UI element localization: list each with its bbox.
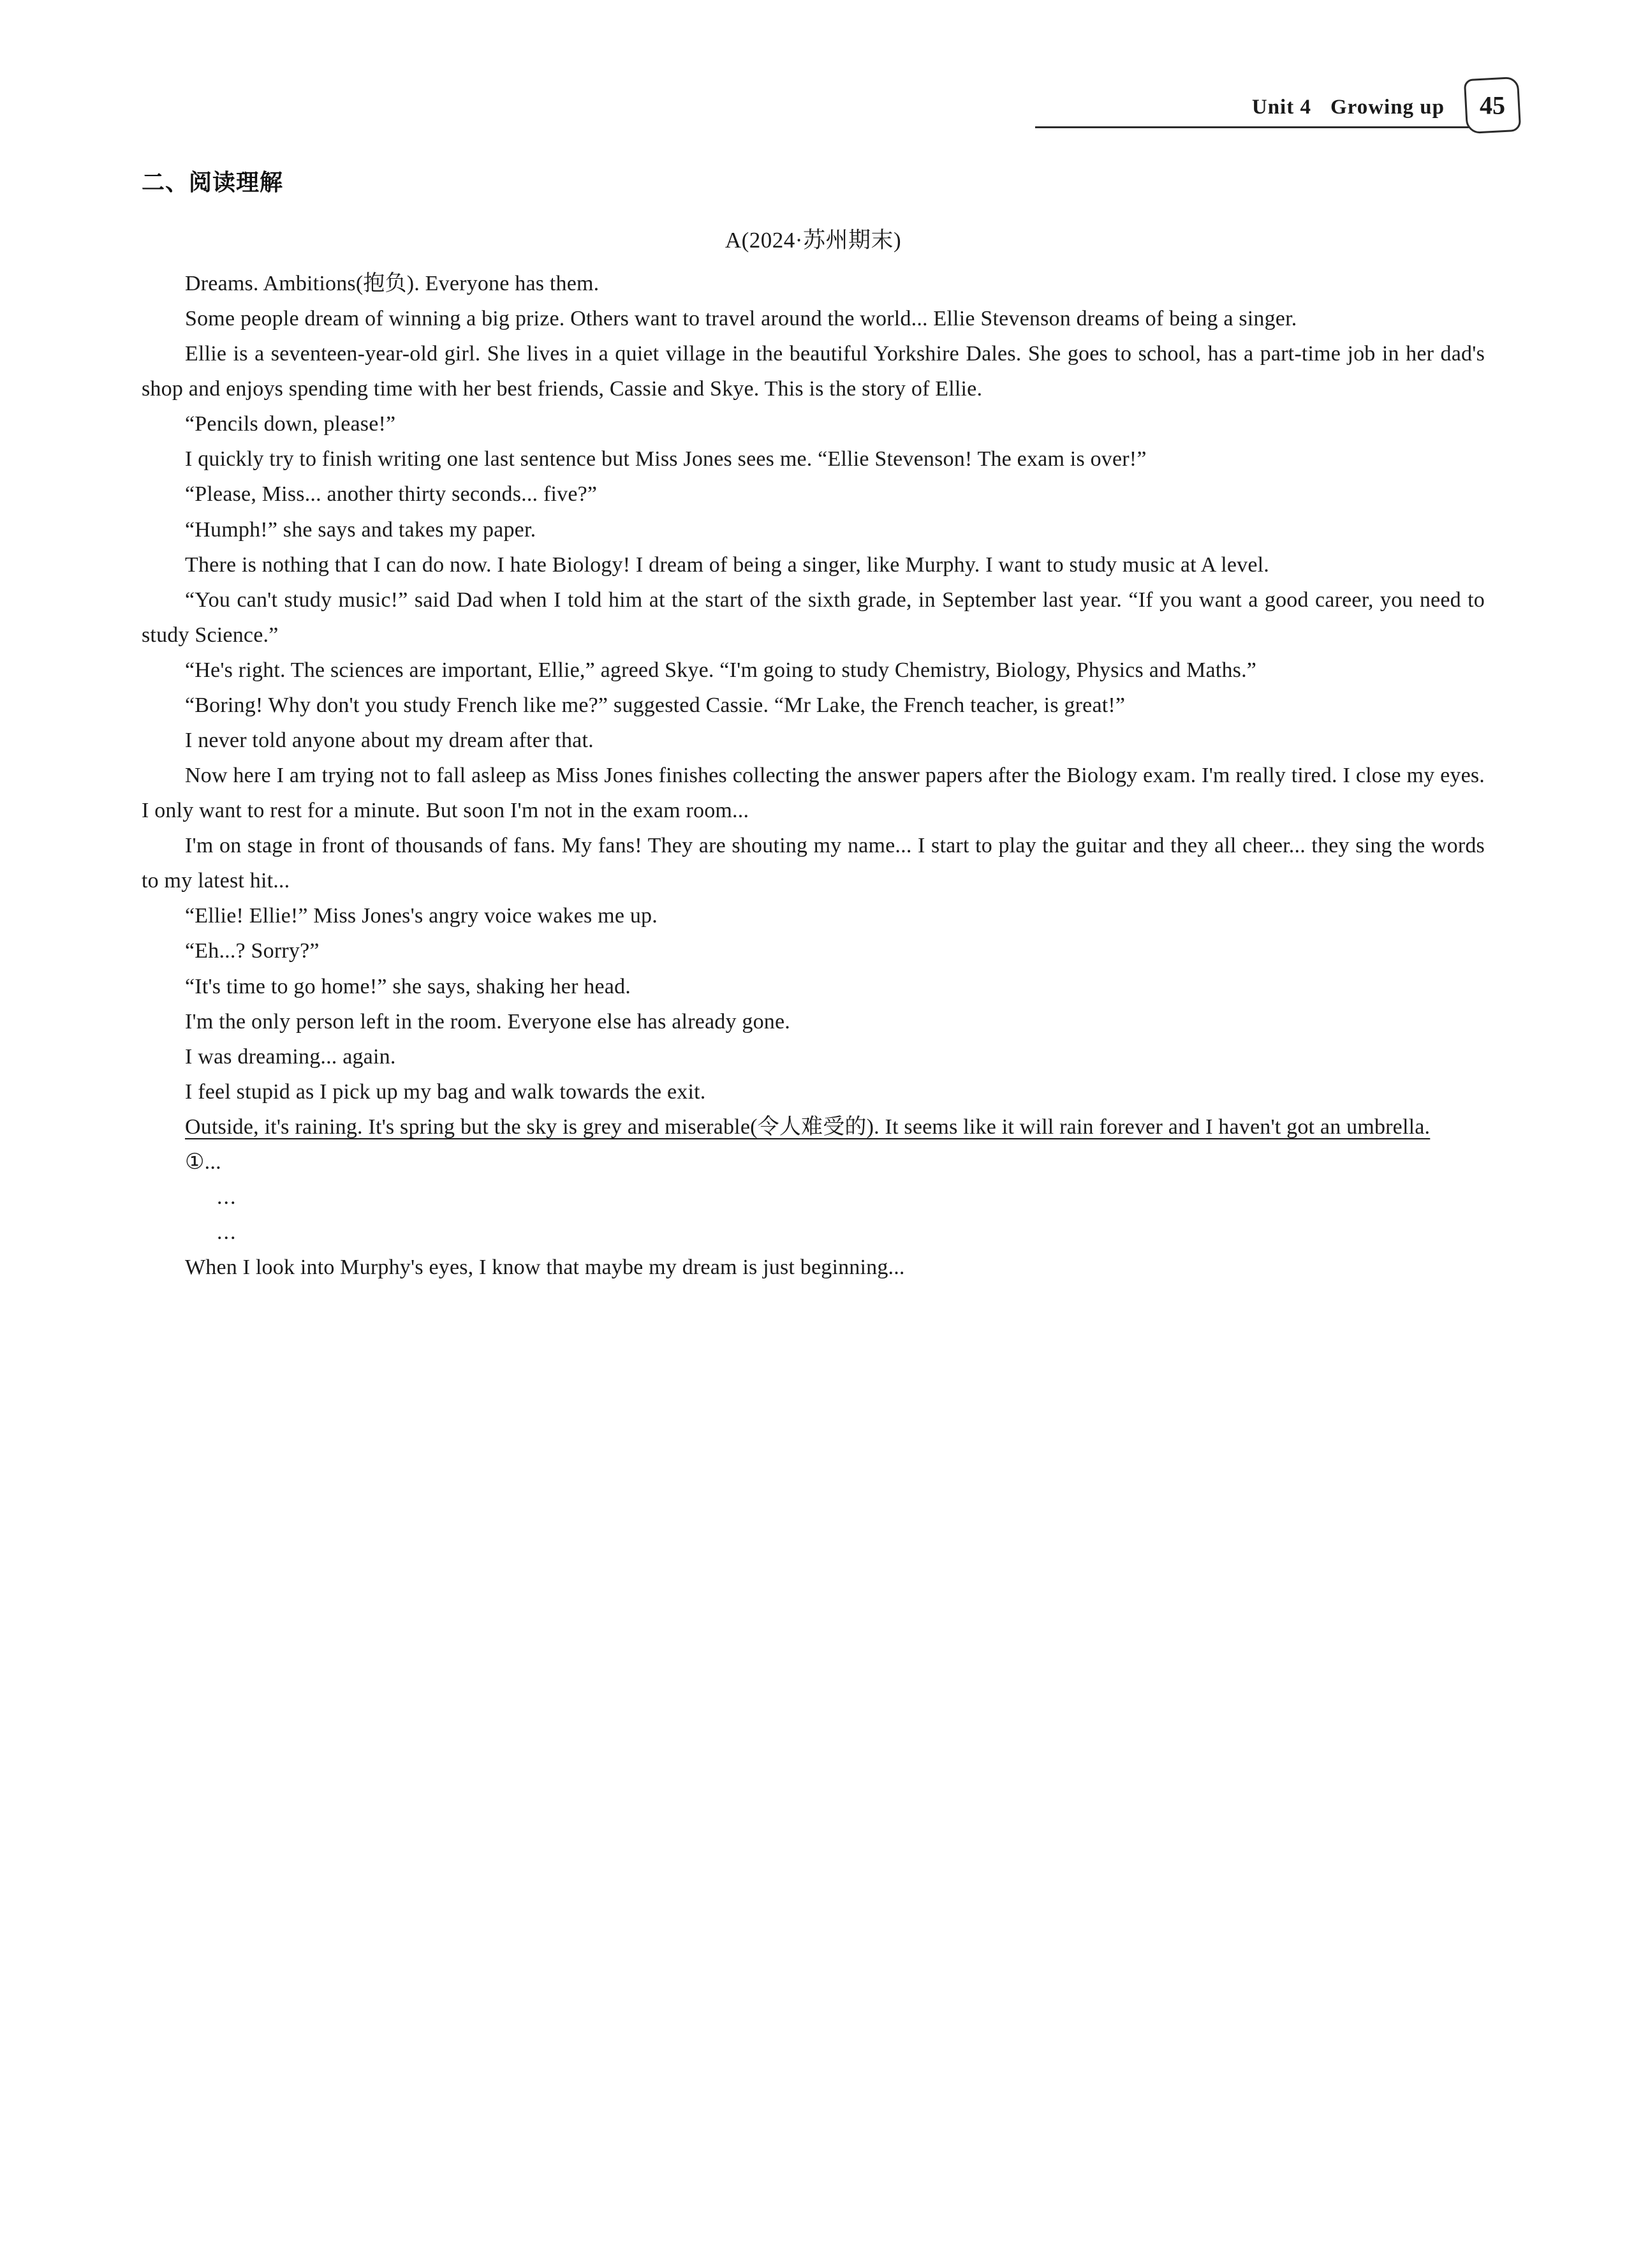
paragraph: “He's right. The sciences are important, Ellie,” agreed Skye. “I'm going to study Chemistry, Biology, Physics and Maths.” — [185, 658, 1257, 682]
paragraph: “Humph!” she says and takes my paper. — [185, 517, 536, 542]
paragraph: I never told anyone about my dream after that. — [185, 729, 594, 753]
paragraph: “Ellie! Ellie!” Miss Jones's angry voice wakes me up. — [185, 904, 658, 928]
running-head-unit: Unit 4 — [1251, 96, 1311, 119]
page-header — [1035, 91, 1520, 153]
paragraph: “Pencils down, please!” — [185, 412, 396, 436]
paragraph: “Eh...? Sorry?” — [185, 939, 320, 963]
paragraph: “You can't study music!” said Dad when I told him at the start of the sixth grade, in September last year. “If you want a good career, you need to study Science.” — [142, 588, 1485, 647]
paragraph: Ellie is a seventeen-year-old girl. She lives in a quiet village in the beautiful Yorkshire Dales. She goes to school, has a part-time job in her dad's shop and enjoys spending time with her best friends, Cassie and Skye. This is the story of Ellie. — [142, 342, 1485, 401]
paragraph: I feel stupid as I pick up my bag and walk towards the exit. — [185, 1079, 706, 1104]
paragraph: Now here I am trying not to fall asleep as Miss Jones finishes collecting the answer papers after the Biology exam. I'm really tired. I close my eyes. I only want to rest for a minute. But soon I'm not in the exam room... — [142, 764, 1485, 823]
page-number-badge — [1464, 77, 1521, 134]
section-heading: 二、阅读理解 — [142, 170, 284, 196]
header-divider — [1035, 126, 1482, 128]
paragraph: “Boring! Why don't you study French like me?” suggested Cassie. “Mr Lake, the French teacher, is great!” — [185, 693, 1126, 717]
running-head — [1252, 96, 1445, 119]
document-body — [142, 165, 1485, 1285]
paragraph: There is nothing that I can do now. I hate Biology! I dream of being a singer, like Murphy. I want to study music at A level. — [185, 552, 1269, 577]
ellipsis-line: ... — [217, 1185, 237, 1210]
paragraph: I'm on stage in front of thousands of fans. My fans! They are shouting my name... I start to play the guitar and they all cheer... they sing the words to my latest hit... — [142, 834, 1485, 893]
running-head-title: Growing up — [1330, 96, 1445, 119]
paragraph: Some people dream of winning a big prize. Others want to travel around the world... Ellie Stevenson dreams of being a singer. — [185, 307, 1297, 331]
paragraph: I'm the only person left in the room. Everyone else has already gone. — [185, 1009, 790, 1034]
page-number: 45 — [1480, 91, 1505, 120]
underlined-paragraph: Outside, it's raining. It's spring but the sky is grey and miserable(令人难受的). It seems like it will rain forever and I haven't got an umbrella. — [185, 1115, 1431, 1139]
paragraph: I quickly try to finish writing one last sentence but Miss Jones sees me. “Ellie Stevenson! The exam is over!” — [185, 447, 1147, 471]
closing-paragraph: When I look into Murphy's eyes, I know that maybe my dream is just beginning... — [185, 1256, 905, 1280]
paragraph: “Please, Miss... another thirty seconds... five?” — [185, 482, 598, 507]
ellipsis-line: ... — [217, 1220, 237, 1245]
passage-label: A(2024·苏州期末) — [725, 228, 902, 253]
paragraph: I was dreaming... again. — [185, 1044, 396, 1069]
paragraph: “It's time to go home!” she says, shaking her head. — [185, 974, 631, 998]
paragraph: Dreams. Ambitions(抱负). Everyone has them. — [185, 272, 600, 295]
numbered-blank-item: ①... — [185, 1150, 221, 1174]
